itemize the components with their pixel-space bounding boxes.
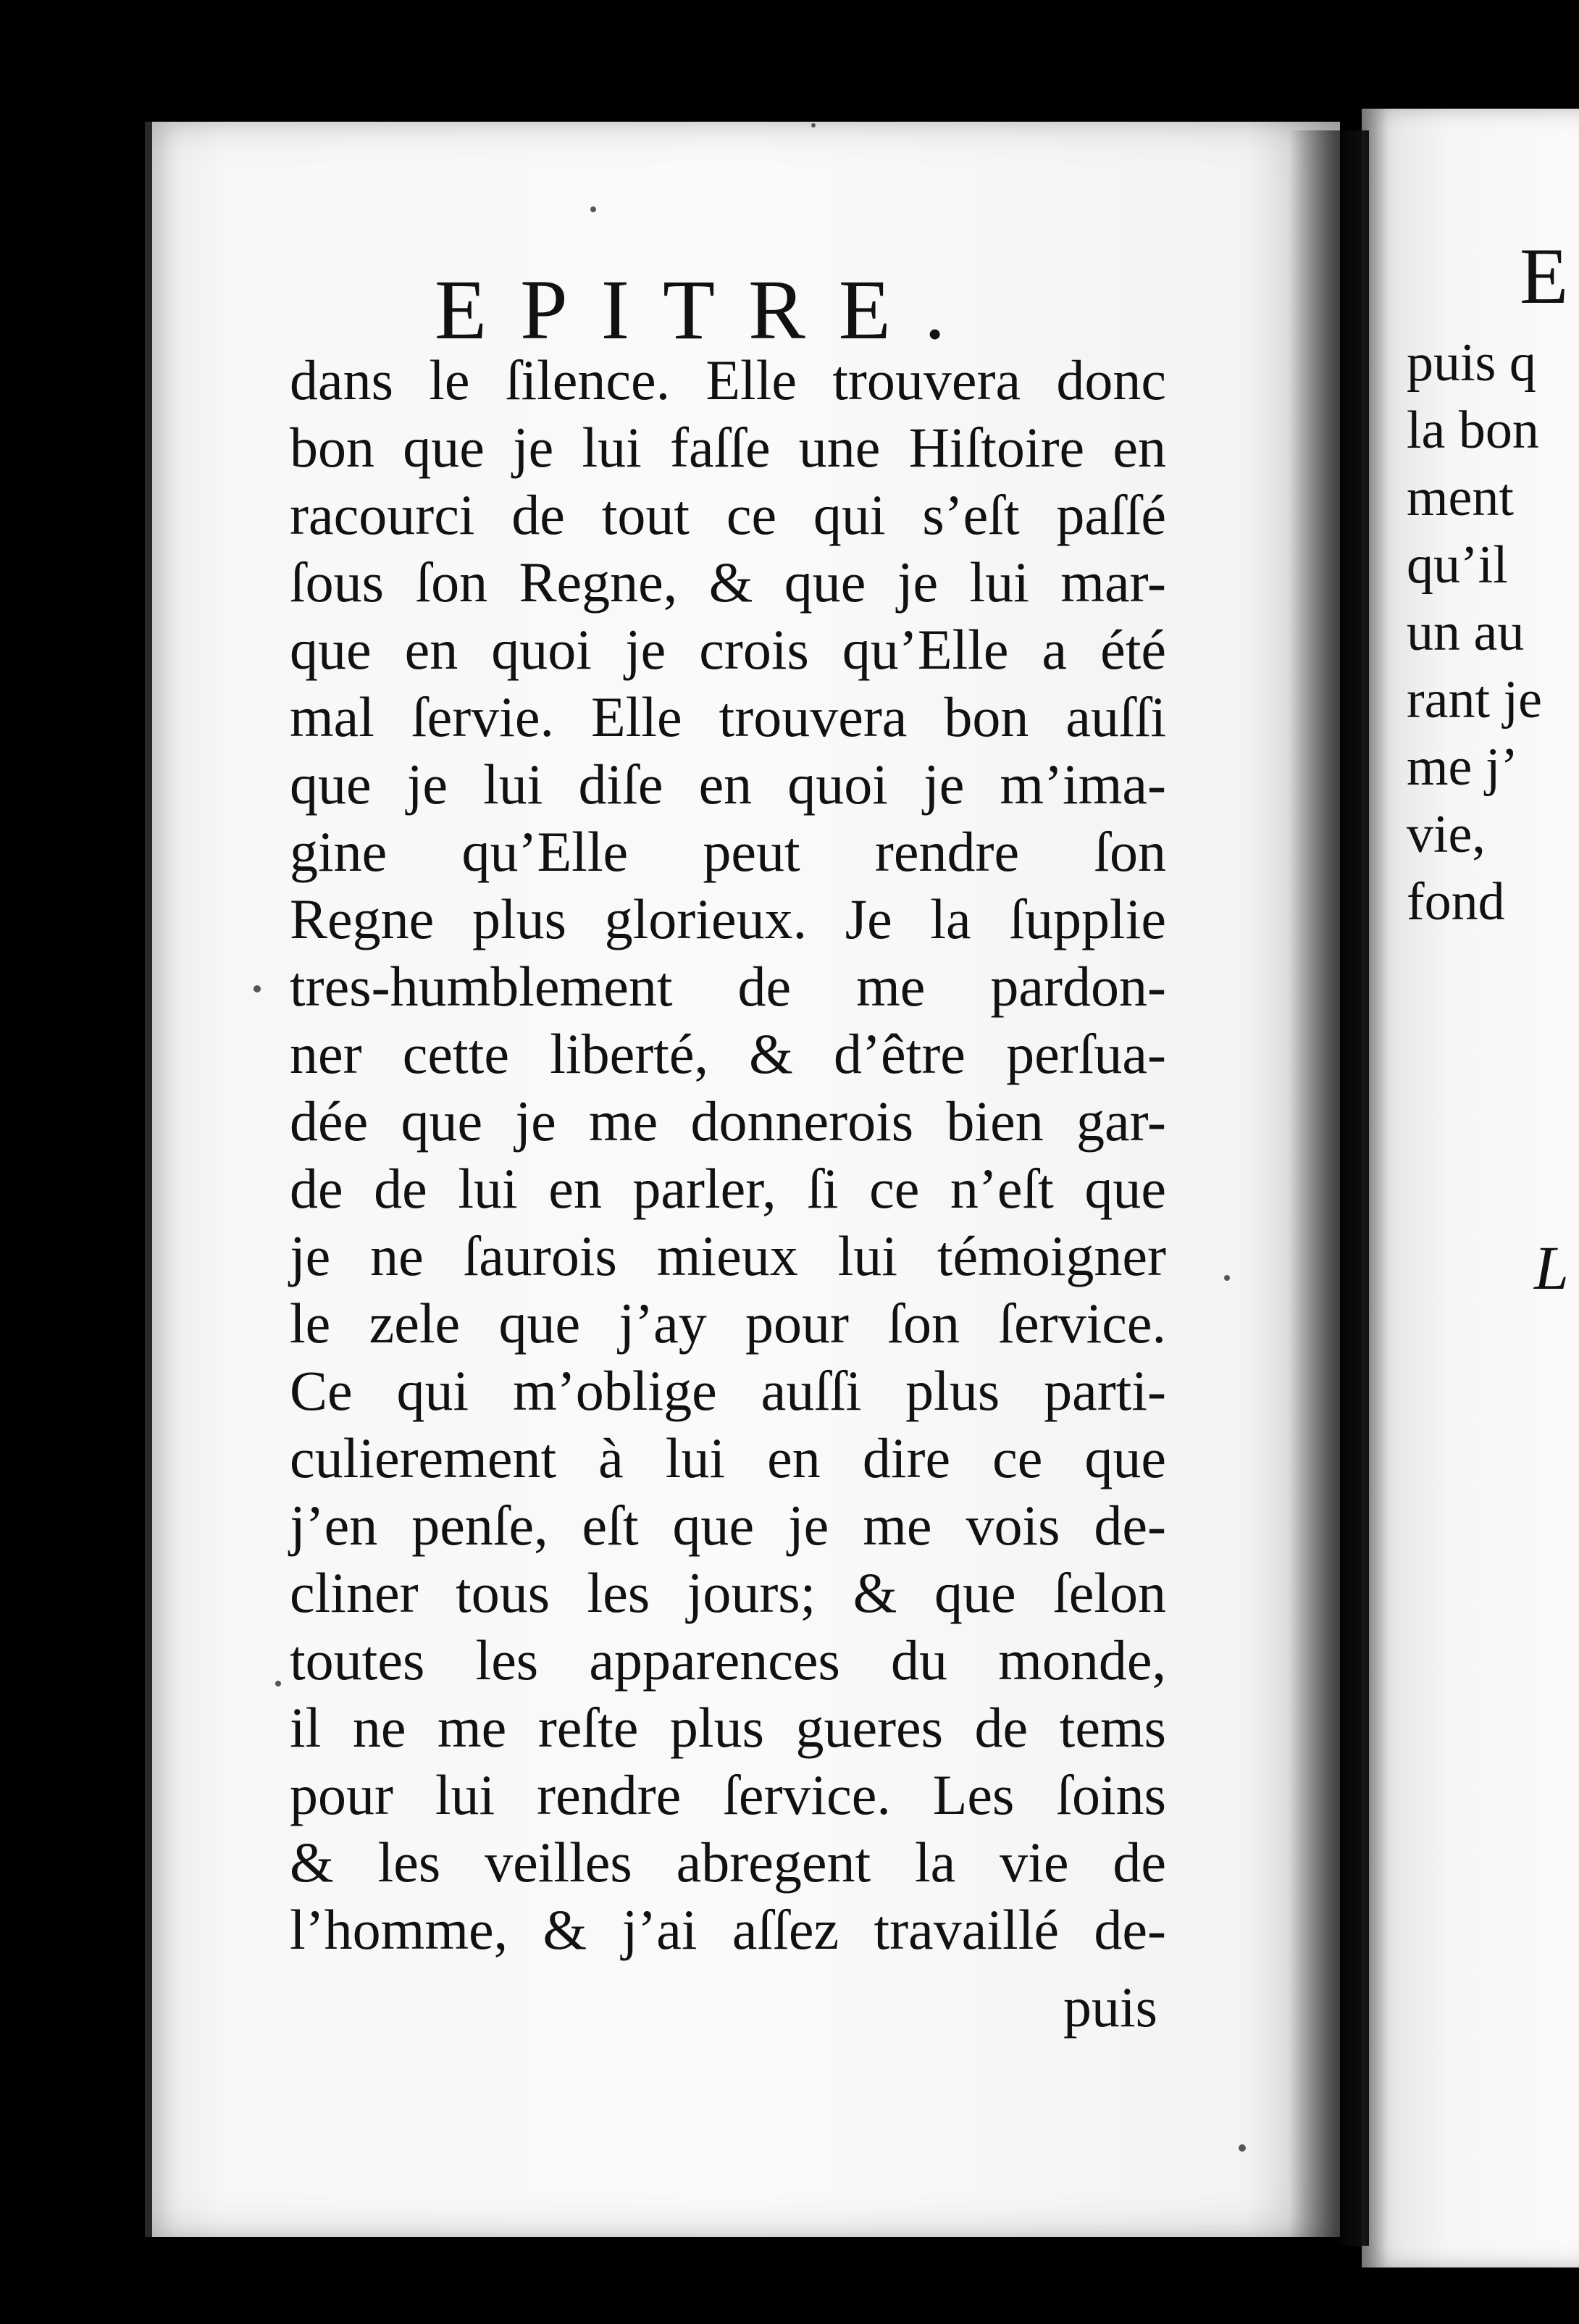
text-line: de de lui en parler, ſi ce n’eſt que [290,1157,1166,1220]
text-line: l’homme, & j’ai aſſez travaillé de- [290,1898,1166,1961]
right-text-line: me j’ [1407,737,1519,797]
text-line: Ce qui m’oblige auſſi plus parti- [290,1359,1166,1422]
ink-speck [811,123,816,128]
gutter-shadow [1289,130,1369,2246]
text-line: dans le ſilence. Elle trouvera donc [290,348,1166,411]
text-line: toutes les apparences du monde, [290,1629,1166,1692]
text-line: bon que je lui faſſe une Hiſtoire en [290,416,1166,479]
text-line: & les veilles abregent la vie de [290,1831,1166,1894]
right-body-text [1407,330,1566,936]
ink-speck [1224,1275,1230,1281]
ink-speck [1239,2144,1246,2152]
right-text-line: rant je [1407,670,1542,730]
ink-speck [590,206,596,212]
right-text-line: qu’il [1407,535,1508,595]
right-text-line: fond [1407,872,1505,932]
right-text-line: vie, [1407,805,1486,864]
ink-speck [254,985,261,992]
body-text [290,346,1166,1963]
text-line: je ne ſaurois mieux lui témoigner [290,1224,1166,1287]
text-line: pour lui rendre ſervice. Les ſoins [290,1763,1166,1826]
right-text-line: un au [1407,603,1525,662]
text-line: que je lui diſe en quoi je m’ima- [290,753,1166,816]
right-initial-letter: L [1534,1233,1569,1303]
right-running-head: E [1520,232,1569,320]
text-line: il ne me reſte plus gueres de tems [290,1696,1166,1759]
text-line: ner cette liberté, & d’être perſua- [290,1022,1166,1085]
right-text-line: ment [1407,468,1514,527]
text-line: ſous ſon Regne, & que je lui mar- [290,551,1166,614]
ink-speck [275,1681,281,1686]
text-line: j’en penſe, eſt que je me vois de- [290,1494,1166,1557]
right-text-line: la bon [1407,401,1539,460]
text-line: le zele que j’ay pour ſon ſervice. [290,1292,1166,1355]
text-line: Regne plus glorieux. Je la ſupplie [290,887,1166,950]
text-line: cliner tous les jours; & que ſelon [290,1561,1166,1624]
text-line: gine qu’Elle peut rendre ſon [290,820,1166,883]
running-head: EPITRE. [435,262,979,357]
text-line: culierement à lui en dire ce que [290,1426,1166,1489]
right-text-line: puis q [1407,333,1536,393]
text-line: mal ſervie. Elle trouvera bon auſſi [290,685,1166,748]
text-line: tres-humblement de me pardon- [290,955,1166,1018]
text-line: dée que je me donnerois bien gar- [290,1090,1166,1153]
text-line: racourci de tout ce qui s’eſt paſſé [290,483,1166,546]
catchword: puis [1063,1976,1158,2039]
text-line: que en quoi je crois qu’Elle a été [290,618,1166,681]
